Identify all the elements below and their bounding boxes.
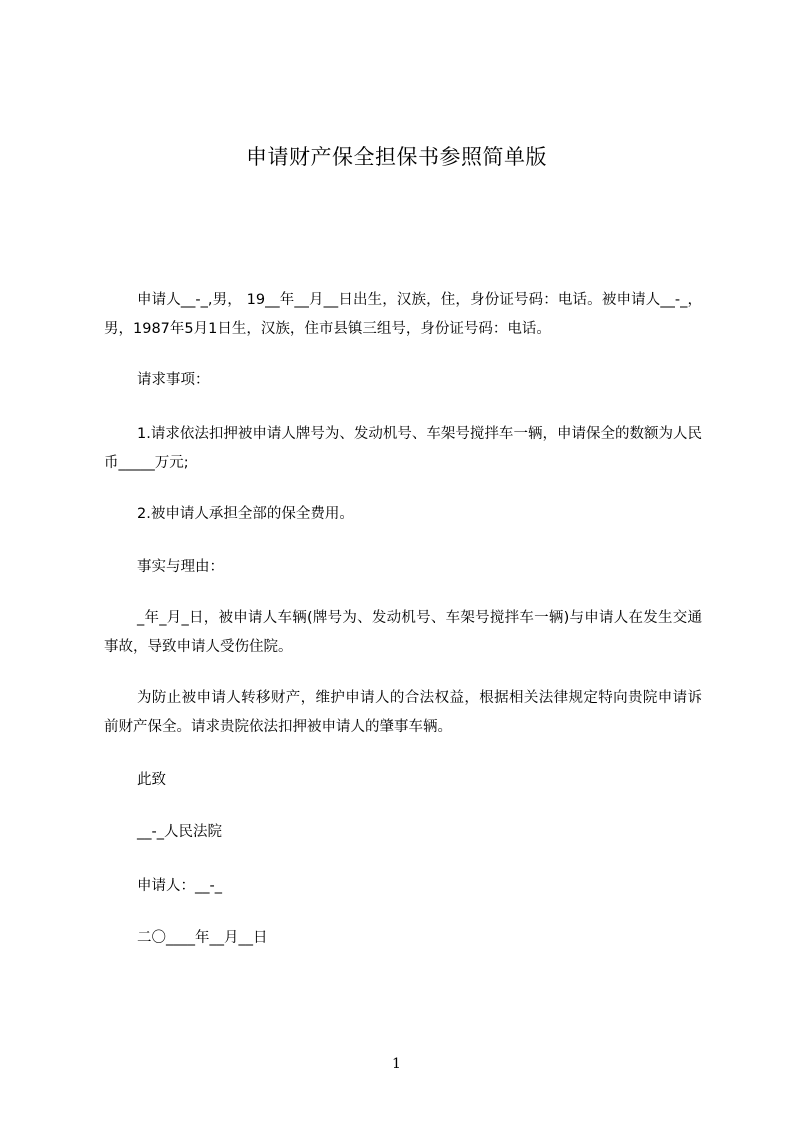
applicant-signature-line: 申请人：__-_ — [137, 878, 222, 894]
facts-paragraph: _年_月_日，被申请人车辆(牌号为、发动机号、车架号搅拌车一辆)与申请人在发生交通事故，导致申请人受伤住院。 — [104, 610, 702, 655]
document-title: 申请财产保全担保书参照简单版 — [246, 145, 547, 169]
court-name: __-_人民法院 — [137, 824, 222, 840]
date-line: 二〇____年__月__日 — [137, 930, 268, 946]
requests-heading: 请求事项： — [137, 372, 210, 388]
facts-heading: 事实与理由： — [137, 559, 224, 575]
applicant-info-paragraph: 申请人__-_,男， 19__年__月__日出生，汉族，住，身份证号码：电话。被申请人__-_，男，1987年5月1日生，汉族，住市县镇三组号，身份证号码：电话。 — [104, 292, 702, 337]
reason-paragraph: 为防止被申请人转移财产，维护申请人的合法权益，根据相关法律规定特向贵院申请诉前财产保全。请求贵院依法扣押被申请人的肇事车辆。 — [104, 690, 702, 735]
page-number: 1 — [392, 1056, 401, 1072]
request-item-2: 2.被申请人承担全部的保全费用。 — [137, 506, 354, 522]
salutation: 此致 — [137, 772, 166, 788]
request-item-1: 1.请求依法扣押被申请人牌号为、发动机号、车架号搅拌车一辆，申请保全的数额为人民币_____万元; — [104, 426, 702, 471]
